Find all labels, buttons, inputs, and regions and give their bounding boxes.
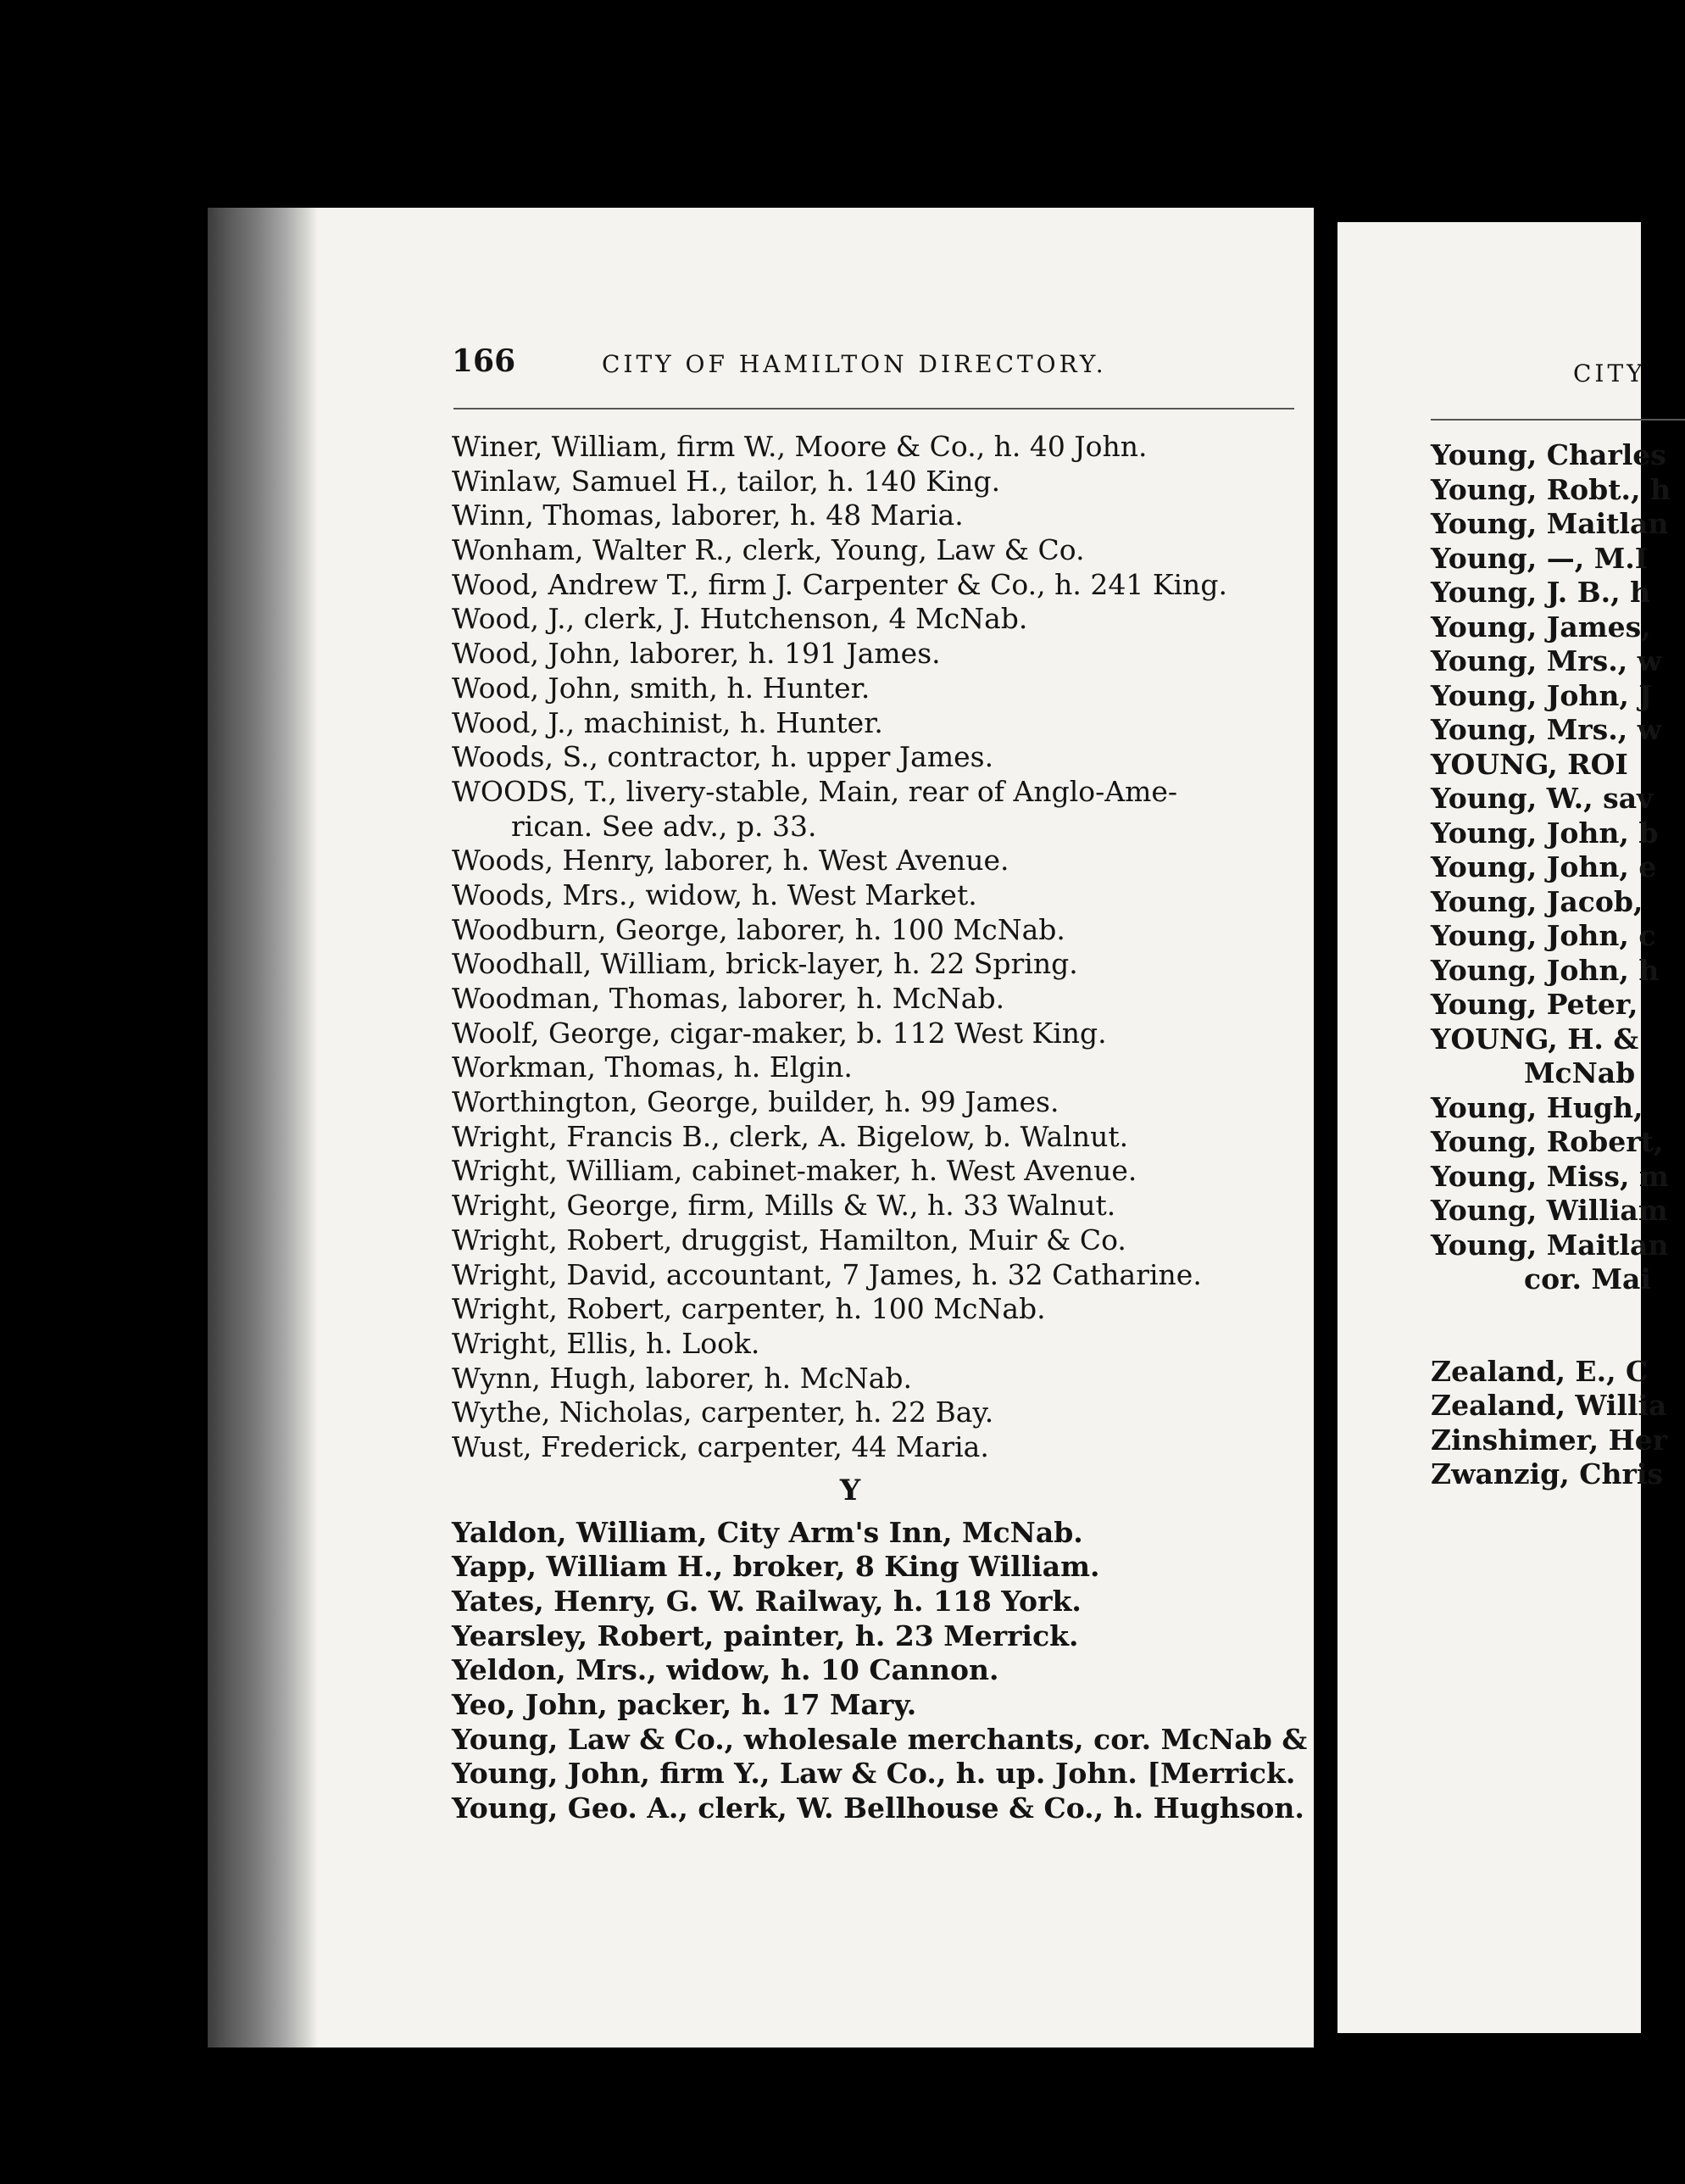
page-binding-edge bbox=[208, 208, 318, 2048]
directory-entry: Young, Robt., h bbox=[1431, 472, 1671, 506]
directory-entry: Woodburn, George, laborer, h. 100 McNab. bbox=[452, 912, 1065, 946]
directory-entry: Young, William bbox=[1431, 1194, 1668, 1227]
directory-entry: Young, Geo. A., clerk, W. Bellhouse & Co., h. Hughson. bbox=[452, 1791, 1304, 1825]
directory-entry: Wright, Ellis, h. Look. bbox=[452, 1326, 760, 1360]
directory-entry: WOODS, T., livery-stable, Main, rear of Anglo-Ame- bbox=[452, 774, 1178, 808]
directory-entry: Wood, Andrew T., firm J. Carpenter & Co., h. 241 King. bbox=[452, 567, 1227, 601]
directory-entry: Young, John, h bbox=[1431, 953, 1660, 987]
directory-entry: Young, Mrs., w bbox=[1431, 644, 1662, 677]
directory-entry: YOUNG, ROI bbox=[1431, 747, 1628, 781]
directory-entry: Wust, Frederick, carpenter, 44 Maria. bbox=[452, 1429, 989, 1463]
directory-entry: Young, Miss, m bbox=[1431, 1159, 1669, 1193]
directory-entries bbox=[452, 430, 1308, 1826]
directory-entry: Yeldon, Mrs., widow, h. 10 Cannon. bbox=[452, 1653, 999, 1687]
directory-entry: Zwanzig, Chris bbox=[1431, 1457, 1663, 1490]
directory-entry: Wright, Robert, druggist, Hamilton, Muir & Co. bbox=[452, 1223, 1126, 1256]
directory-entry: Young, Mrs., w bbox=[1431, 713, 1662, 746]
directory-entry: Young, Jacob, bbox=[1431, 884, 1643, 918]
directory-entry: Young, Hugh, bbox=[1431, 1090, 1643, 1124]
directory-entry: Winer, William, firm W., Moore & Co., h. 40 John. bbox=[452, 430, 1148, 463]
directory-entry: Wright, Robert, carpenter, h. 100 McNab. bbox=[452, 1292, 1046, 1326]
directory-entry: Young, —, M.I bbox=[1431, 541, 1649, 575]
header-rule-right bbox=[1431, 419, 1685, 421]
directory-entry: Wood, J., clerk, J. Hutchenson, 4 McNab. bbox=[452, 602, 1028, 636]
directory-entry: Wonham, Walter R., clerk, Young, Law & Co. bbox=[452, 533, 1085, 567]
directory-entry: Young, John, J bbox=[1431, 678, 1652, 712]
directory-entry: Yeo, John, packer, h. 17 Mary. bbox=[452, 1688, 917, 1722]
directory-entry: Young, John, firm Y., Law & Co., h. up. John. [Merrick. bbox=[452, 1757, 1296, 1791]
section-gap bbox=[1431, 1297, 1671, 1355]
directory-entry: Winlaw, Samuel H., tailor, h. 140 King. bbox=[452, 464, 1001, 498]
directory-entry-continuation: rican. See adv., p. 33. bbox=[511, 809, 817, 843]
directory-entry: Wood, J., machinist, h. Hunter. bbox=[452, 705, 883, 739]
directory-entry: Yearsley, Robert, painter, h. 23 Merrick. bbox=[452, 1618, 1079, 1652]
directory-entry: Woodman, Thomas, laborer, h. McNab. bbox=[452, 982, 1005, 1015]
directory-entry: Yapp, William H., broker, 8 King William. bbox=[452, 1550, 1100, 1584]
directory-entry: Wright, Francis B., clerk, A. Bigelow, b. Walnut. bbox=[452, 1119, 1129, 1153]
header-rule bbox=[453, 408, 1294, 410]
section-letter-y: Y bbox=[839, 1473, 861, 1507]
directory-entry: Woods, Henry, laborer, h. West Avenue. bbox=[452, 844, 1009, 878]
directory-entry: Zealand, Willia bbox=[1431, 1389, 1667, 1422]
directory-entry: Young, John, e bbox=[1431, 850, 1657, 883]
page-number: 166 bbox=[452, 343, 516, 379]
directory-entry: Young, James, bbox=[1431, 610, 1651, 644]
directory-entry: Young, W., sav bbox=[1431, 782, 1654, 815]
running-header-right: CITY bbox=[1573, 359, 1646, 387]
directory-entry: Young, Law & Co., wholesale merchants, cor. McNab & bbox=[452, 1722, 1308, 1756]
directory-entry: Woolf, George, cigar-maker, b. 112 West King. bbox=[452, 1016, 1107, 1050]
directory-entry: Young, Charles bbox=[1431, 438, 1666, 471]
directory-entry: Woodhall, William, brick-layer, h. 22 Spring. bbox=[452, 947, 1078, 981]
directory-entry: Winn, Thomas, laborer, h. 48 Maria. bbox=[452, 499, 964, 532]
directory-entry: Young, Peter, bbox=[1431, 988, 1638, 1021]
left-page bbox=[208, 208, 1314, 2048]
directory-entry: Wynn, Hugh, laborer, h. McNab. bbox=[452, 1361, 913, 1395]
directory-entry: Young, John, b bbox=[1431, 816, 1659, 850]
directory-entry: Young, J. B., h bbox=[1431, 576, 1651, 609]
directory-entry: YOUNG, H. & bbox=[1431, 1022, 1639, 1056]
directory-entry: Young, Robert, bbox=[1431, 1125, 1664, 1158]
directory-entry: Worthington, George, builder, h. 99 James. bbox=[452, 1085, 1059, 1119]
directory-entry: Wood, John, laborer, h. 191 James. bbox=[452, 637, 941, 671]
right-page bbox=[1337, 222, 1671, 2033]
directory-entry: Young, John, c bbox=[1431, 919, 1656, 952]
directory-entry: Woods, Mrs., widow, h. West Market. bbox=[452, 878, 977, 911]
directory-entry: Yaldon, William, City Arm's Inn, McNab. bbox=[452, 1515, 1083, 1549]
directory-entry: Yates, Henry, G. W. Railway, h. 118 York. bbox=[452, 1585, 1082, 1618]
directory-entry: Wright, William, cabinet-maker, h. West Avenue. bbox=[452, 1154, 1137, 1188]
running-header: CITY OF HAMILTON DIRECTORY. bbox=[602, 350, 1107, 378]
directory-entry: Zealand, E., C bbox=[1431, 1354, 1649, 1388]
directory-entry: Workman, Thomas, h. Elgin. bbox=[452, 1050, 853, 1084]
directory-entry: Zinshimer, Her bbox=[1431, 1423, 1668, 1457]
directory-entry-continuation: cor. Mai bbox=[1524, 1262, 1651, 1295]
directory-entry: Young, Maitlan bbox=[1431, 1228, 1669, 1262]
directory-entry: Young, Maitlan bbox=[1431, 507, 1669, 540]
directory-entry: Woods, S., contractor, h. upper James. bbox=[452, 740, 994, 774]
directory-entry-continuation: McNab bbox=[1524, 1056, 1636, 1089]
directory-entry: Wright, George, firm, Mills & W., h. 33 Walnut. bbox=[452, 1189, 1116, 1223]
directory-entries-right bbox=[1431, 438, 1671, 1492]
directory-entry: Wythe, Nicholas, carpenter, h. 22 Bay. bbox=[452, 1396, 994, 1429]
directory-entries-y bbox=[452, 1515, 1308, 1826]
directory-entry: Wright, David, accountant, 7 James, h. 32 Catharine. bbox=[452, 1257, 1202, 1291]
directory-entry: Wood, John, smith, h. Hunter. bbox=[452, 671, 870, 705]
